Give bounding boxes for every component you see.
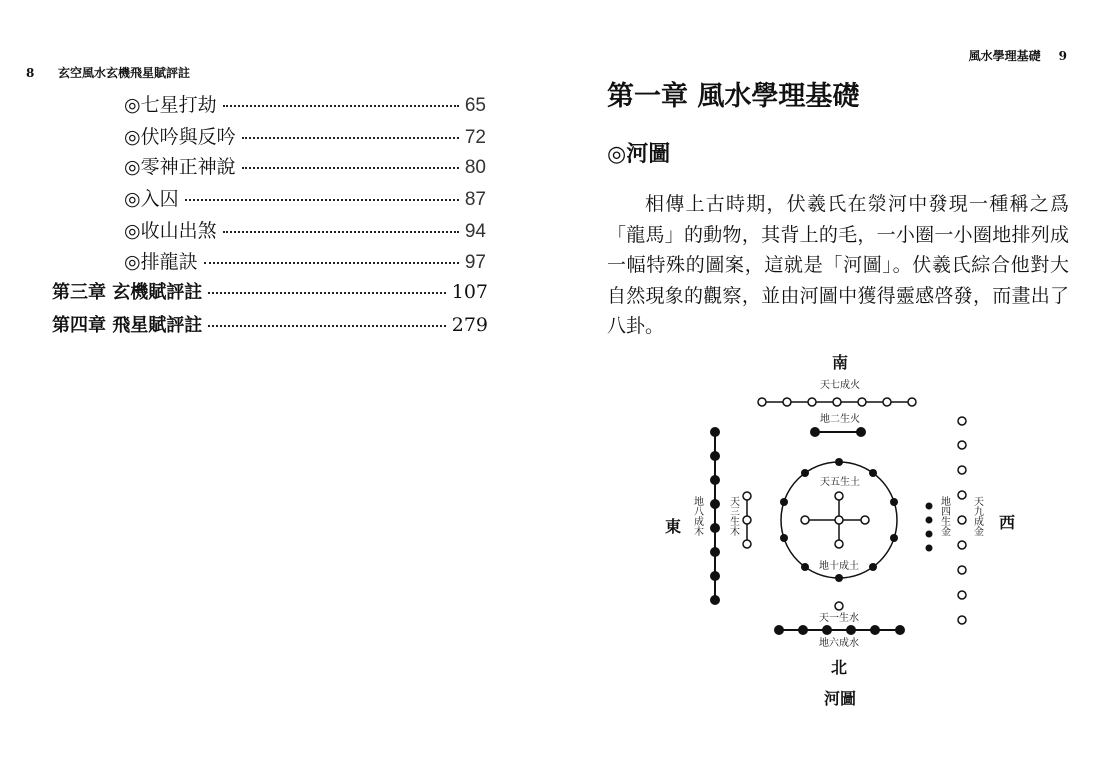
section-title: ◎河圖 [607, 141, 671, 167]
toc-chapter-label: 第三章 玄機賦評註 [52, 282, 203, 303]
toc-leader-dots [242, 166, 459, 169]
toc-entry-page: 97 [464, 252, 486, 273]
toc-entry[interactable] [124, 184, 486, 211]
direction-east: 東 [664, 517, 682, 536]
toc-leader-dots [223, 104, 459, 107]
right-running-title: 風水學理基礎 [968, 49, 1041, 63]
left-running-title: 玄空風水玄機飛星賦評註 [58, 66, 191, 80]
toc-chapter-entry[interactable] [52, 278, 488, 304]
label-heaven-one-water: 天一生水 [819, 613, 859, 624]
toc-entry-page: 80 [464, 157, 486, 178]
body-paragraph: 相傳上古時期，伏羲氏在滎河中發現一種稱之爲「龍馬」的動物，其背上的毛，一小圈一小圈地排列成一幅特殊的圖案，這就是「河圖」。伏羲氏綜合他對大自然現象的觀察，並由河圖中獲得靈感啓發，而畫出了八卦。 [607, 193, 1069, 337]
east-three-hollow-dots [743, 492, 751, 548]
toc-entry[interactable] [124, 247, 486, 274]
diagram-caption: 河圖 [823, 689, 857, 708]
toc-entry[interactable] [124, 90, 486, 117]
toc-entry-label: ◎入囚 [124, 188, 179, 210]
direction-south: 南 [831, 353, 849, 372]
right-page-number: 9 [1058, 49, 1067, 63]
label-heaven-seven-fire: 天七成火 [820, 380, 860, 391]
toc-entry-label: ◎排龍訣 [124, 251, 198, 273]
toc-leader-dots [185, 198, 459, 201]
north-six-solid-dots [775, 626, 904, 634]
toc-entry-label: ◎收山出煞 [124, 220, 217, 242]
left-page-number: 8 [26, 66, 35, 80]
toc-entry[interactable] [124, 152, 486, 179]
left-running-head [26, 64, 190, 81]
south-two-solid-dots [811, 428, 865, 436]
toc-entry-page: 94 [464, 221, 486, 242]
toc-leader-dots [204, 261, 459, 264]
left-page [0, 0, 553, 761]
east-eight-solid-dots [711, 428, 719, 604]
toc-entry[interactable] [124, 122, 486, 149]
hetu-diagram [553, 340, 1107, 720]
north-one-hollow-dot [835, 602, 843, 610]
chapter-title: 第一章 風水學理基礎 [607, 81, 860, 112]
label-earth-two-fire: 地二生火 [820, 414, 860, 425]
toc-leader-dots [208, 291, 445, 294]
toc-entry[interactable] [124, 216, 486, 243]
label-heaven-five-earth: 天五生土 [820, 477, 860, 488]
toc-entry-page: 87 [464, 189, 486, 210]
toc-chapter-label: 第四章 飛星賦評註 [52, 315, 203, 336]
toc-entry-page: 72 [464, 127, 486, 148]
toc-chapter-entry[interactable] [52, 311, 488, 337]
toc-entry-page: 65 [464, 95, 486, 116]
label-heaven-nine-metal: 天九成金 [971, 496, 983, 536]
toc-entry-label: ◎七星打劫 [124, 94, 217, 116]
west-nine-hollow-dots [958, 417, 966, 624]
toc-chapter-page: 279 [451, 314, 488, 336]
label-earth-eight-wood: 地八成木 [691, 496, 703, 536]
toc-leader-dots [223, 230, 459, 233]
toc-chapter-page: 107 [451, 281, 488, 303]
toc-entry-label: ◎伏吟與反吟 [124, 126, 236, 148]
right-page [553, 0, 1107, 761]
label-earth-four-metal: 地四生金 [938, 496, 950, 536]
direction-north: 北 [830, 658, 848, 677]
label-heaven-three-wood: 天三生木 [727, 496, 739, 536]
label-earth-six-water: 地六成水 [819, 638, 859, 649]
toc-leader-dots [242, 136, 459, 139]
west-four-solid-dots [926, 503, 933, 552]
label-earth-ten-earth: 地十成土 [819, 561, 859, 572]
direction-west: 西 [998, 513, 1016, 532]
center-five-hollow-dots [801, 492, 869, 548]
toc-entry-label: ◎零神正神說 [124, 156, 236, 178]
south-seven-hollow-dots [758, 398, 916, 406]
right-running-head [969, 47, 1067, 64]
toc-leader-dots [208, 324, 445, 327]
